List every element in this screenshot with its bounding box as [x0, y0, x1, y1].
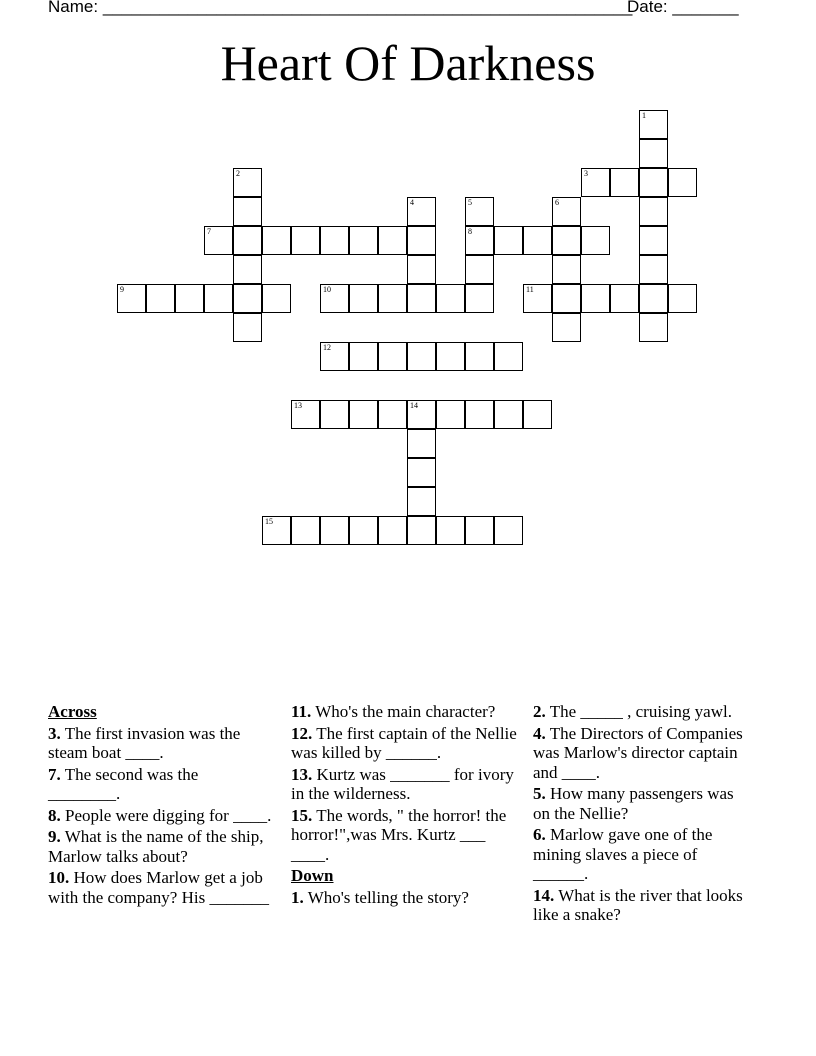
across-clue — [291, 765, 519, 804]
grid-cell[interactable] — [378, 342, 407, 371]
grid-cell[interactable] — [349, 226, 378, 255]
grid-cell[interactable] — [407, 197, 436, 226]
grid-cell[interactable] — [291, 400, 320, 429]
grid-cell[interactable] — [639, 139, 668, 168]
clue-number: 6. — [533, 825, 546, 844]
clue-number: 9. — [48, 827, 61, 846]
cell-number: 10 — [323, 285, 331, 294]
grid-cell[interactable] — [465, 400, 494, 429]
down-heading: Down — [291, 866, 334, 885]
grid-cell[interactable] — [320, 400, 349, 429]
cell-number: 1 — [642, 111, 646, 120]
across-clue — [48, 765, 274, 804]
clue-text: Who's telling the story? — [307, 887, 469, 907]
grid-cell[interactable] — [233, 168, 262, 197]
down-clue — [533, 825, 753, 884]
grid-cell[interactable] — [552, 313, 581, 342]
grid-cell[interactable] — [639, 226, 668, 255]
clue-number: 2. — [533, 702, 546, 721]
grid-cell[interactable] — [233, 284, 262, 313]
down-clue — [291, 888, 519, 908]
clue-number: 15. — [291, 805, 313, 825]
grid-cell[interactable] — [320, 342, 349, 371]
grid-cell[interactable] — [233, 255, 262, 284]
cell-number: 9 — [120, 285, 124, 294]
grid-cell[interactable] — [523, 284, 552, 313]
cell-number: 14 — [410, 401, 418, 410]
grid-cell[interactable] — [349, 342, 378, 371]
grid-cell[interactable] — [407, 255, 436, 284]
cell-number: 15 — [265, 517, 273, 526]
grid-cell[interactable] — [146, 284, 175, 313]
grid-cell[interactable] — [117, 284, 146, 313]
across-clue — [48, 827, 274, 866]
clue-text: Kurtz was _______ for ivory in the wilderness. — [291, 764, 514, 803]
date-blank: _______ — [672, 0, 739, 16]
grid-cell[interactable] — [407, 487, 436, 516]
grid-cell[interactable] — [436, 342, 465, 371]
grid-cell[interactable] — [349, 284, 378, 313]
grid-cell[interactable] — [407, 284, 436, 313]
clue-text: Marlow gave one of the mining slaves a piece of ______. — [533, 825, 713, 883]
page-title: Heart Of Darkness — [220, 35, 596, 91]
cell-number: 4 — [410, 198, 414, 207]
clue-text: People were digging for ____. — [65, 805, 272, 825]
clue-text: How many passengers was on the Nellie? — [533, 784, 734, 823]
clue-text: The Directors of Companies was Marlow's director captain and ____. — [533, 723, 743, 782]
grid-cell[interactable] — [639, 168, 668, 197]
clue-text: What is the name of the ship, Marlow talks about? — [48, 827, 264, 866]
cell-number: 7 — [207, 227, 211, 236]
clue-column-3 — [533, 702, 753, 927]
grid-cell[interactable] — [552, 226, 581, 255]
grid-cell[interactable] — [291, 226, 320, 255]
grid-cell[interactable] — [436, 400, 465, 429]
grid-cell[interactable] — [407, 516, 436, 545]
grid-cell[interactable] — [668, 168, 697, 197]
across-clue — [48, 806, 274, 826]
grid-cell[interactable] — [465, 342, 494, 371]
grid-cell[interactable] — [233, 197, 262, 226]
grid-cell[interactable] — [407, 400, 436, 429]
grid-cell[interactable] — [378, 226, 407, 255]
grid-cell[interactable] — [320, 516, 349, 545]
grid-cell[interactable] — [610, 168, 639, 197]
date-label: Date: — [627, 0, 668, 16]
grid-cell[interactable] — [291, 516, 320, 545]
across-clue — [48, 868, 274, 907]
down-clue — [533, 886, 753, 925]
clue-text: The first invasion was the steam boat ____. — [48, 723, 241, 762]
clue-number: 4. — [533, 723, 546, 743]
grid-cell[interactable] — [581, 284, 610, 313]
grid-cell[interactable] — [175, 284, 204, 313]
clue-number: 8. — [48, 805, 61, 825]
clue-number: 12. — [291, 723, 313, 743]
cell-number: 6 — [555, 198, 559, 207]
grid-cell[interactable] — [407, 458, 436, 487]
grid-cell[interactable] — [465, 284, 494, 313]
across-clue — [291, 806, 519, 865]
clue-text: How does Marlow get a job with the company? His _______ — [48, 868, 269, 907]
grid-cell[interactable] — [465, 516, 494, 545]
grid-cell[interactable] — [262, 284, 291, 313]
grid-cell[interactable] — [465, 255, 494, 284]
cell-number: 13 — [294, 401, 302, 410]
clue-text: What is the river that looks like a snake? — [533, 885, 743, 924]
clue-number: 5. — [533, 784, 546, 803]
down-clue — [533, 702, 753, 722]
clue-number: 14. — [533, 885, 555, 905]
cell-number: 3 — [584, 169, 588, 178]
clue-column-1 — [48, 702, 274, 909]
grid-cell[interactable] — [407, 342, 436, 371]
name-label: Name: — [48, 0, 99, 16]
clue-text: The words, " the horror! the horror!",was Mrs. Kurtz ___ ____. — [291, 805, 507, 864]
grid-cell[interactable] — [262, 226, 291, 255]
grid-cell[interactable] — [320, 284, 349, 313]
grid-cell[interactable] — [552, 284, 581, 313]
grid-cell[interactable] — [378, 516, 407, 545]
grid-cell[interactable] — [378, 400, 407, 429]
grid-cell[interactable] — [436, 284, 465, 313]
clue-number: 11. — [291, 702, 312, 721]
grid-cell[interactable] — [378, 284, 407, 313]
grid-cell[interactable] — [204, 226, 233, 255]
grid-cell[interactable] — [639, 197, 668, 226]
clue-text: The _____ , cruising yawl. — [549, 702, 732, 721]
clue-text: The first captain of the Nellie was killed by ______. — [291, 723, 517, 762]
across-heading: Across — [48, 702, 97, 721]
grid-cell[interactable] — [494, 342, 523, 371]
clue-number: 7. — [48, 764, 61, 784]
cell-number: 8 — [468, 227, 472, 236]
grid-cell[interactable] — [494, 226, 523, 255]
grid-cell[interactable] — [465, 197, 494, 226]
across-clue — [48, 724, 274, 763]
grid-cell[interactable] — [494, 516, 523, 545]
grid-cell[interactable] — [552, 255, 581, 284]
grid-cell[interactable] — [233, 226, 262, 255]
grid-cell[interactable] — [581, 226, 610, 255]
grid-cell[interactable] — [407, 226, 436, 255]
grid-cell[interactable] — [639, 255, 668, 284]
grid-cell[interactable] — [465, 226, 494, 255]
grid-cell[interactable] — [523, 226, 552, 255]
across-clue — [291, 724, 519, 763]
down-clue — [533, 784, 753, 823]
clue-number: 10. — [48, 868, 70, 887]
grid-cell[interactable] — [349, 516, 378, 545]
clue-text: The second was the ________. — [48, 764, 199, 803]
grid-cell[interactable] — [204, 284, 233, 313]
grid-cell[interactable] — [610, 284, 639, 313]
grid-cell[interactable] — [262, 516, 291, 545]
grid-cell[interactable] — [494, 400, 523, 429]
clue-column-2 — [291, 702, 519, 909]
grid-cell[interactable] — [581, 168, 610, 197]
clue-number: 1. — [291, 887, 304, 907]
grid-cell[interactable] — [552, 197, 581, 226]
grid-cell[interactable] — [639, 110, 668, 139]
cell-number: 5 — [468, 198, 472, 207]
clue-number: 3. — [48, 723, 61, 743]
cell-number: 12 — [323, 343, 331, 352]
down-clue — [533, 724, 753, 783]
grid-cell[interactable] — [349, 400, 378, 429]
grid-cell[interactable] — [436, 516, 465, 545]
cell-number: 11 — [526, 285, 534, 294]
name-blank: ________________________________________________________ — [102, 0, 633, 16]
grid-cell[interactable] — [523, 400, 552, 429]
clue-text: Who's the main character? — [315, 702, 496, 721]
across-clue — [291, 702, 519, 722]
grid-cell[interactable] — [639, 313, 668, 342]
grid-cell[interactable] — [233, 313, 262, 342]
clue-number: 13. — [291, 764, 313, 784]
grid-cell[interactable] — [407, 429, 436, 458]
cell-number: 2 — [236, 169, 240, 178]
grid-cell[interactable] — [639, 284, 668, 313]
grid-cell[interactable] — [668, 284, 697, 313]
grid-cell[interactable] — [320, 226, 349, 255]
